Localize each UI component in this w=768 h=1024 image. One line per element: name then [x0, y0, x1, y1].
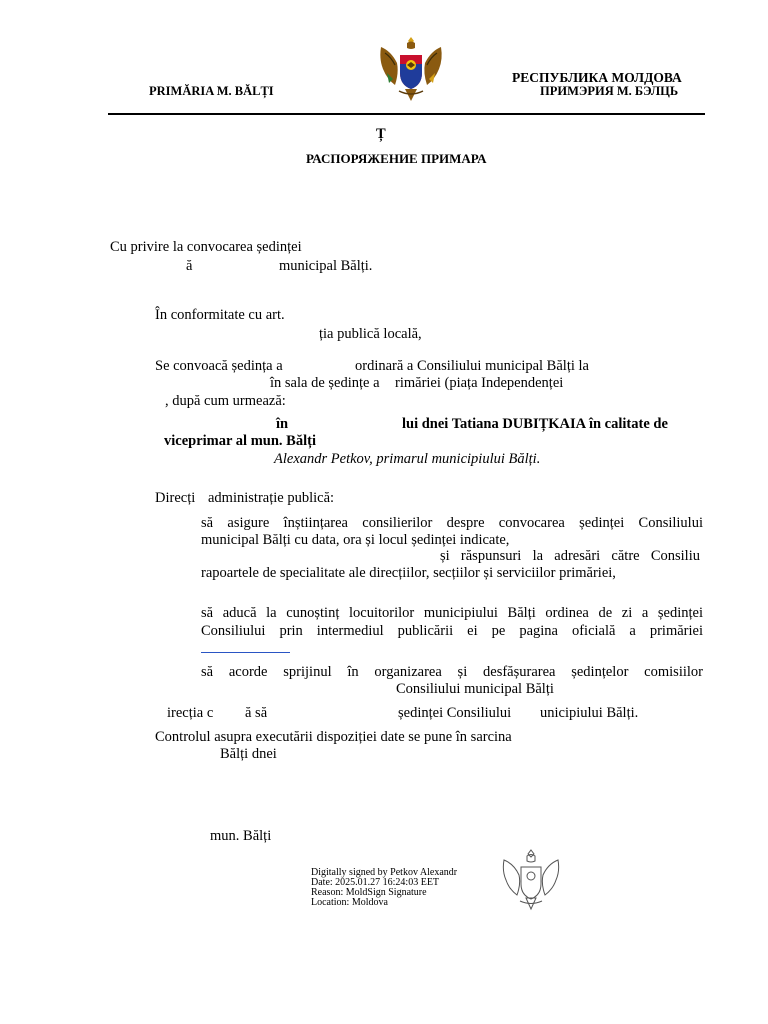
duty-part-c: ședinței Consiliului — [398, 705, 512, 721]
direction-item-2-line-2: Consiliului prin intermediul publicării ei pe pagina oficială a primăriei — [201, 623, 703, 639]
directions-heading-b: administrație publică: — [208, 490, 335, 506]
coat-of-arms-emblem — [377, 33, 445, 105]
header-right-line1: РЕСПУБЛИКА МОЛДОВА — [512, 70, 682, 85]
convoke-line-2a: în sala de ședințe a — [270, 375, 380, 391]
direction-item-1-line-2: municipal Bălți cu data, ora și locul ședinței indicate, — [201, 532, 510, 548]
agenda-line-2: viceprimar al mun. Bălți — [164, 433, 316, 449]
direction-item-1-line-4: rapoartele de specialitate ale direcțiilor, secțiilor și serviciilor primăriei, — [201, 565, 616, 581]
agenda-line-1a: în — [276, 416, 289, 432]
duty-part-d: unicipiului Bălți. — [540, 705, 639, 721]
convoke-line-3: , după cum urmează: — [165, 393, 286, 409]
duty-part-b: ă să — [245, 705, 268, 721]
signature-line-3: Reason: MoldSign Signature — [311, 887, 427, 898]
basis-line-2: ția publică locală, — [319, 326, 422, 342]
signature-line-4: Location: Moldova — [311, 897, 388, 908]
subject-line-2b: municipal Bălți. — [279, 258, 373, 274]
direction-item-1-line-1: să asigure înștiințarea consilierilor despre convocarea ședinței Consiliului — [201, 515, 703, 531]
signature-seal-icon — [500, 846, 562, 912]
direction-item-2-line-1: să aducă la cunoștinț locuitorilor municipiului Bălți ordinea de zi a ședinței — [201, 605, 703, 621]
agenda-reporter: Alexandr Petkov, primarul municipiului Bălți. — [274, 451, 541, 467]
direction-item-1-line-3: și răspunsuri la adresări către Consiliu — [440, 548, 700, 564]
primaria-website-link[interactable] — [201, 652, 290, 653]
footer-city: mun. Bălți — [210, 828, 272, 844]
duty-part-a: irecția c — [167, 705, 214, 721]
control-line-2: Bălți dnei — [220, 746, 277, 762]
convoke-line-2b: rimăriei (piața Independenței — [395, 375, 564, 391]
signature-line-1: Digitally signed by Petkov Alexandr — [311, 867, 458, 878]
direction-item-3-line-1: să acorde sprijinul în organizarea și desfășurarea ședințelor comisiilor — [201, 664, 703, 680]
directions-heading-a: Direcți — [155, 490, 196, 506]
doc-title-ru: РАСПОРЯЖЕНИЕ ПРИМАРА — [306, 151, 487, 166]
subject-line-2a: ă — [186, 258, 193, 274]
signature-line-2: Date: 2025.01.27 16:24:03 EET — [311, 877, 440, 888]
control-line-1: Controlul asupra executării dispoziției date se pune în sarcina — [155, 729, 512, 745]
header-left: PRIMĂRIA M. BĂLȚI — [149, 84, 274, 98]
subject-line-1: Cu privire la convocarea ședinței — [110, 239, 302, 255]
doc-title-ro: Ț — [376, 126, 386, 142]
agenda-line-1b: lui dnei Tatiana DUBIȚKAIA în calitate de — [402, 416, 668, 432]
basis-line-1: În conformitate cu art. — [155, 307, 285, 323]
convoke-line-1a: Se convoacă ședința a — [155, 358, 283, 374]
header-divider — [108, 113, 705, 115]
header-right-line2: ПРИМЭРИЯ М. БЭЛЦЬ — [540, 84, 679, 98]
convoke-line-1b: ordinară a Consiliului municipal Bălți la — [355, 358, 589, 374]
direction-item-3-line-2: Consiliului municipal Bălți — [396, 681, 554, 697]
